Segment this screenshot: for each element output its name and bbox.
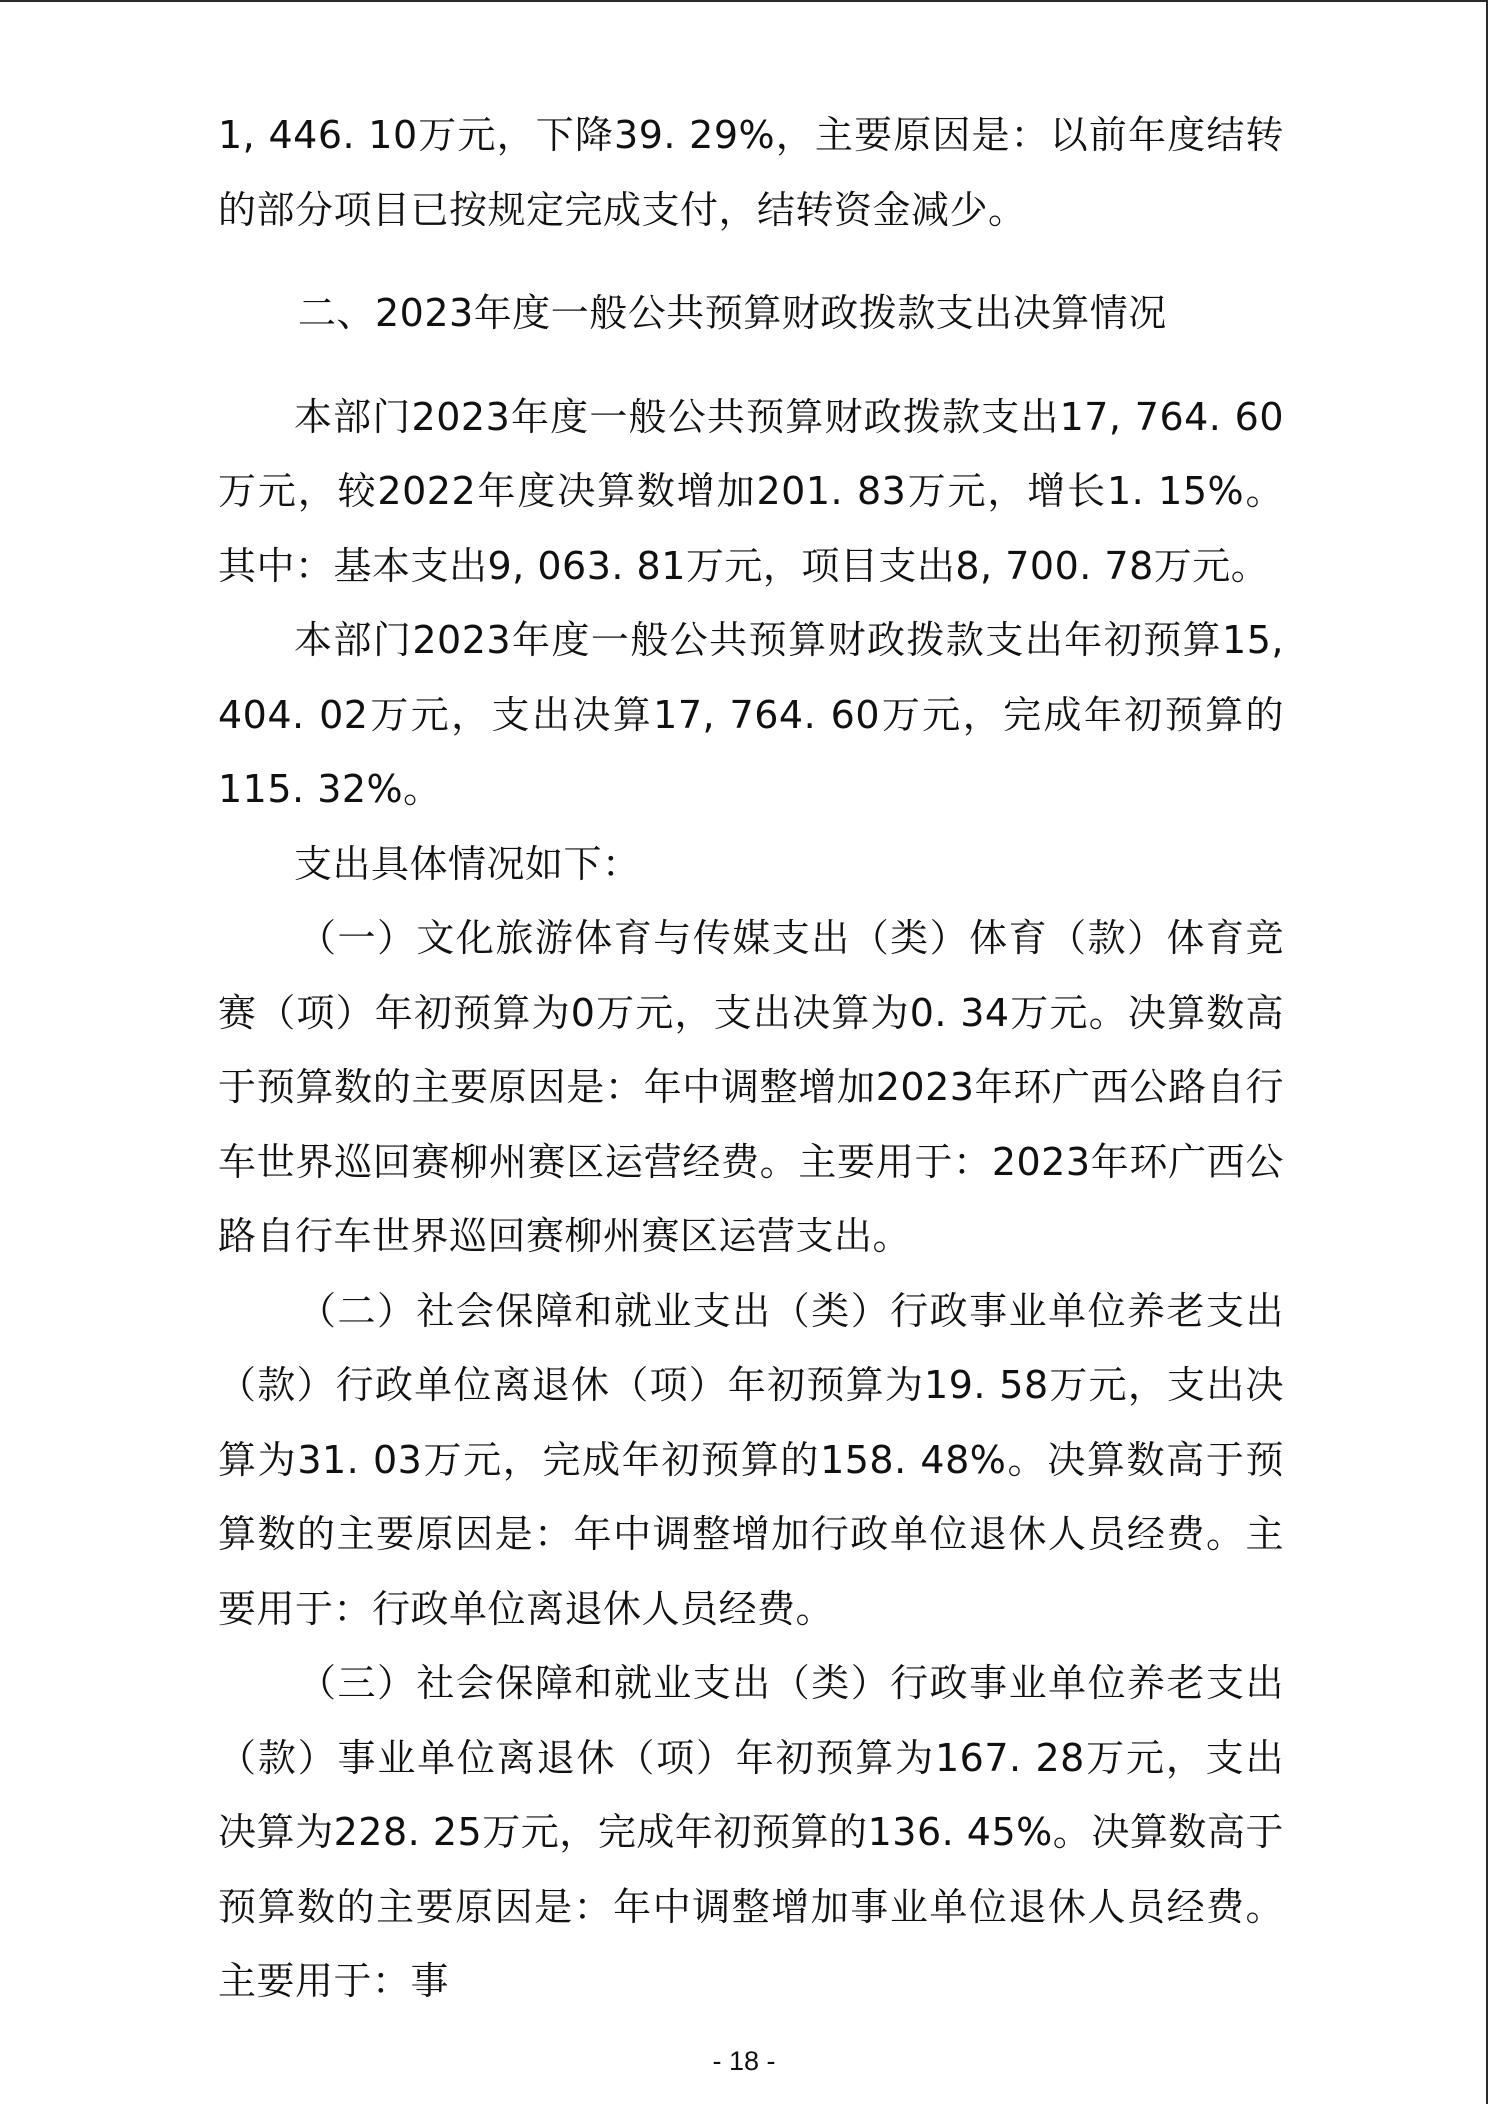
- expenditure-item-1: （一）文化旅游体育与传媒支出（类）体育（款）体育竞赛（项）年初预算为0万元，支出决算为0. 34万元。决算数高于预算数的主要原因是：年中调整增加2023年环广西公路自行车世界巡回赛柳州赛区运营经费。主要用于：2023年环广西公路自行车世界巡回赛柳州赛区运营支出。: [218, 916, 1284, 1258]
- carryover-paragraph: 1, 446. 10万元，下降39. 29%，主要原因是：以前年度结转的部分项目已按规定完成支付，结转资金减少。: [218, 113, 1284, 232]
- expenditure-item-2: （二）社会保障和就业支出（类）行政事业单位养老支出（款）行政单位离退休（项）年初预算为19. 58万元，支出决算为31. 03万元，完成年初预算的158. 48%。决算数高于预算数的主要原因是：年中调整增加行政单位退休人员经费。主要用于：行政单位离退休人员经费。: [218, 1288, 1284, 1631]
- budget-completion-paragraph: 本部门2023年度一般公共预算财政拨款支出年初预算15, 404. 02万元，支出决算17, 764. 60万元，完成年初预算的115. 32%。: [218, 618, 1284, 811]
- document-body: [218, 98, 1284, 2019]
- page-top-border: [0, 0, 1488, 2]
- total-expenditure-paragraph: 本部门2023年度一般公共预算财政拨款支出17, 764. 60万元，较2022年度决算数增加201. 83万元，增长1. 15%。其中：基本支出9, 063. 81万元，项目支出8, 700. 78万元。: [218, 394, 1284, 588]
- details-intro-paragraph: 支出具体情况如下：: [294, 841, 641, 886]
- page-number: - 18 -: [712, 2046, 776, 2076]
- section-heading: 二、2023年度一般公共预算财政拨款支出决算情况: [298, 291, 1167, 335]
- expenditure-item-3: （三）社会保障和就业支出（类）行政事业单位养老支出（款）事业单位离退休（项）年初预算为167. 28万元，支出决算为228. 25万元，完成年初预算的136. 45%。决算数高于预算数的主要原因是：年中调整增加事业单位退休人员经费。主要用于：事: [218, 1661, 1284, 2003]
